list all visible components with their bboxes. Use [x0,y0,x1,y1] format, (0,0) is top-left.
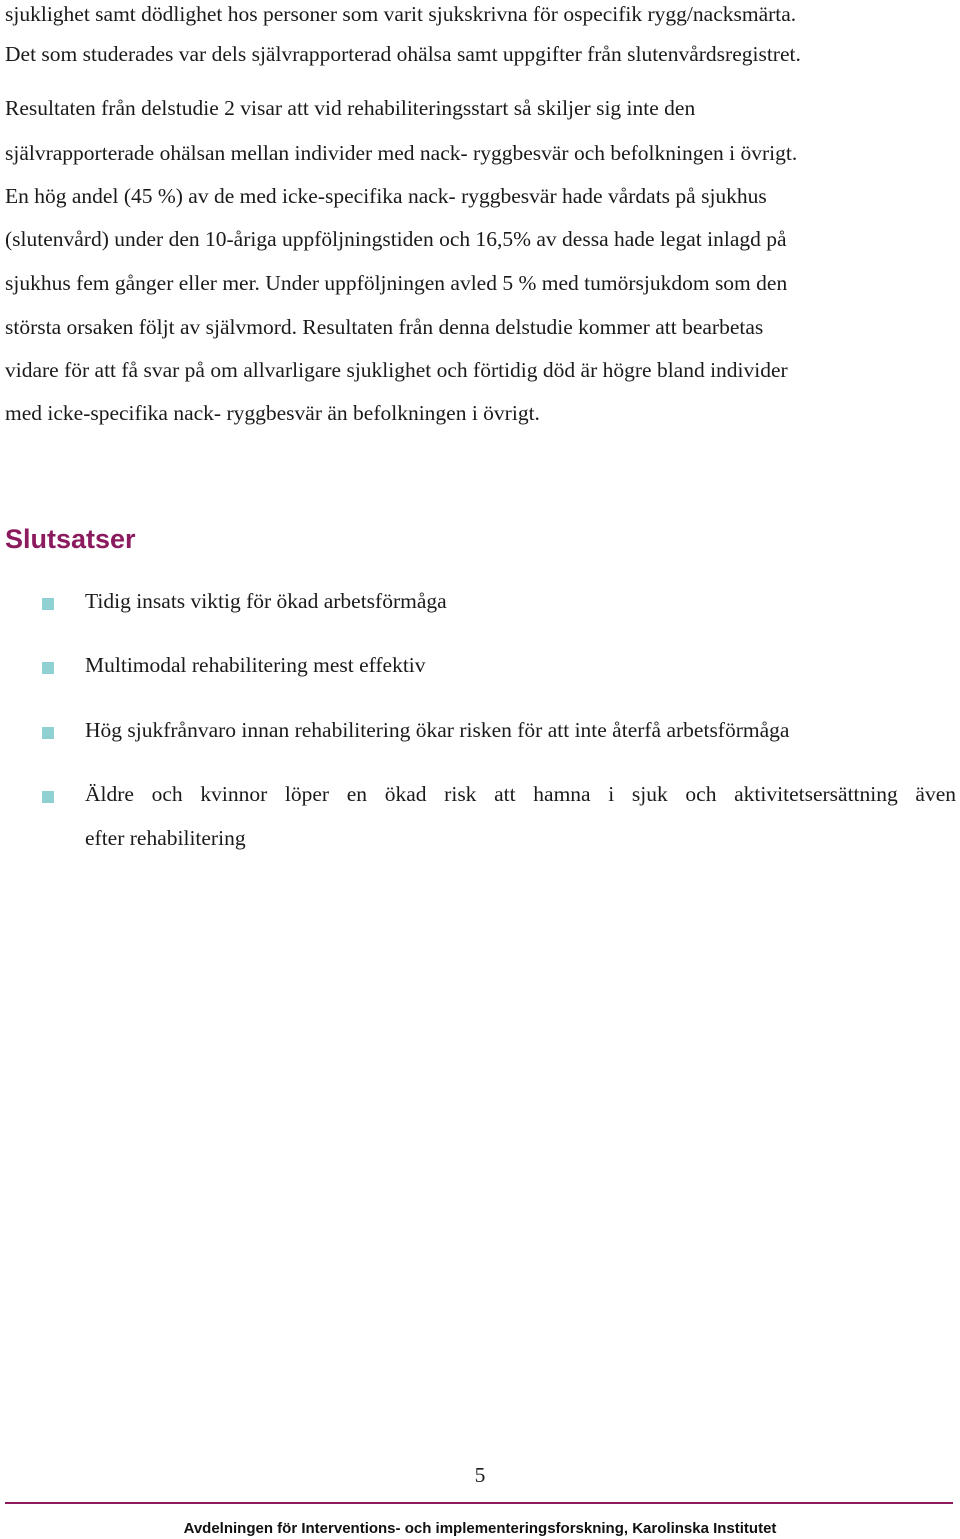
list-item: Tidig insats viktig för ökad arbetsförmåga [85,589,447,613]
list-item: Multimodal rehabilitering mest effektiv [85,653,426,677]
square-bullet-icon [42,598,54,610]
paragraph-line: självrapporterade ohälsan mellan individer med nack- ryggbesvär och befolkningen i övrigt. [5,141,798,165]
paragraph-line: Det som studerades var dels självrapporterad ohälsa samt uppgifter från slutenvårdsregistret. [5,42,801,66]
paragraph-line: (slutenvård) under den 10-åriga uppföljningstiden och 16,5% av dessa hade legat inlagd på [5,227,787,251]
paragraph-line: En hög andel (45 %) av de med icke-specifika nack- ryggbesvär hade vårdats på sjukhus [5,184,767,208]
paragraph-line: Resultaten från delstudie 2 visar att vid rehabiliteringsstart så skiljer sig inte den [5,96,696,120]
footer-divider [5,1502,953,1504]
paragraph-line: vidare för att få svar på om allvarligare sjuklighet och förtidig död är högre bland individer [5,358,788,382]
list-item: Äldre och kvinnor löper en ökad risk att hamna i sjuk och aktivitetsersättning även [85,782,956,806]
page-number: 5 [474,1463,486,1487]
paragraph-line: sjukhus fem gånger eller mer. Under uppföljningen avled 5 % med tumörsjukdom som den [5,271,788,295]
section-heading: Slutsatser [5,524,136,554]
square-bullet-icon [42,662,54,674]
list-item-continuation: efter rehabilitering [85,826,246,850]
footer-text: Avdelningen för Interventions- och implementeringsforskning, Karolinska Institutet [183,1520,777,1537]
paragraph-line: största orsaken följt av självmord. Resultaten från denna delstudie kommer att bearbetas [5,315,764,339]
paragraph-line: med icke-specifika nack- ryggbesvär än befolkningen i övrigt. [5,401,540,425]
square-bullet-icon [42,791,54,803]
list-item: Hög sjukfrånvaro innan rehabilitering ökar risken för att inte återfå arbetsförmåga [85,718,790,742]
square-bullet-icon [42,727,54,739]
paragraph-line: sjuklighet samt dödlighet hos personer som varit sjukskrivna för ospecifik rygg/nacksmärta. [5,2,797,26]
